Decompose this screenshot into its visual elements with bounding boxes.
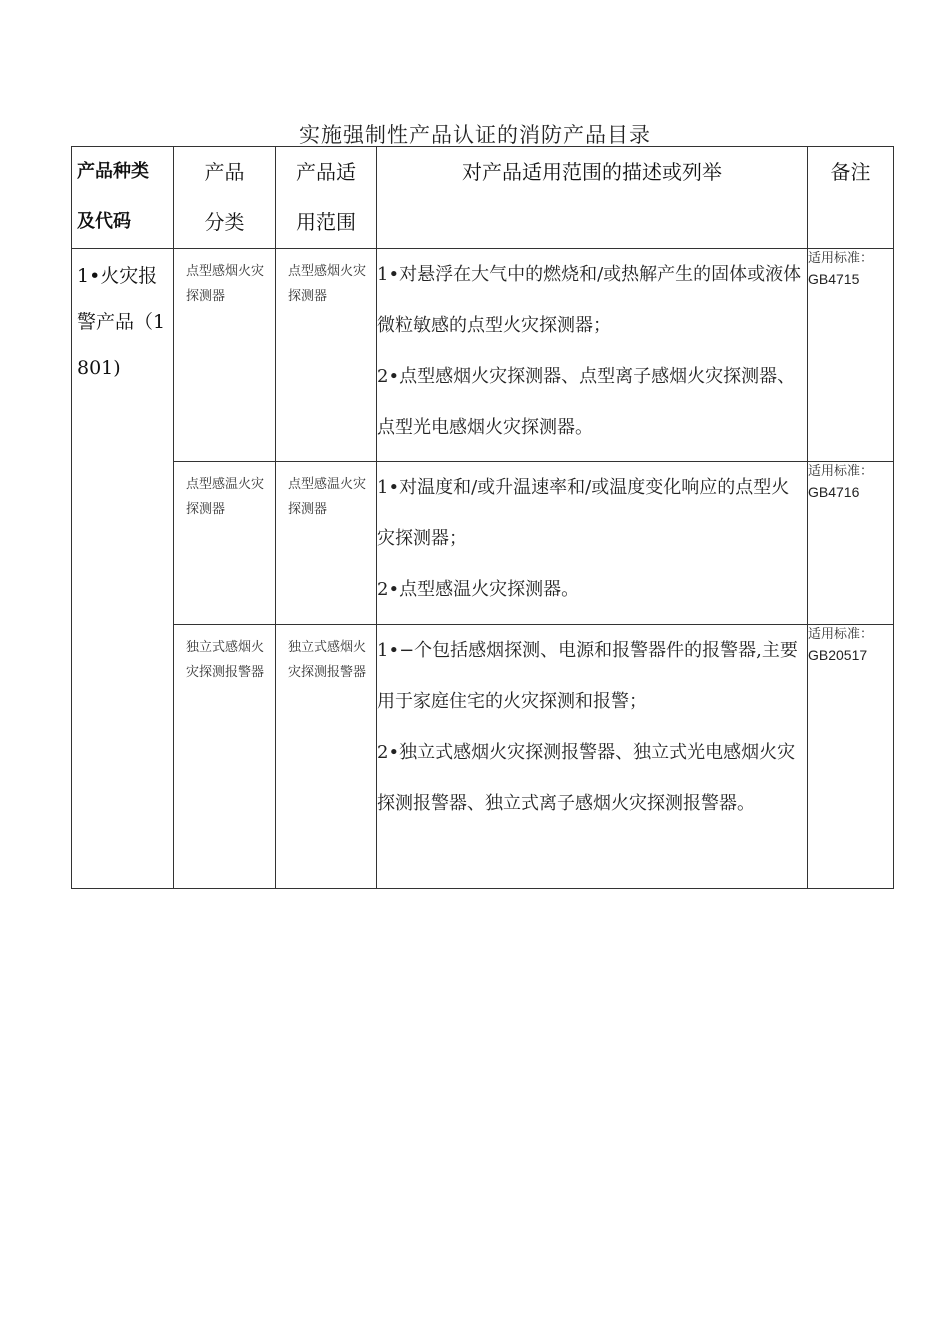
scope-cell <box>276 625 377 889</box>
header-description <box>377 147 808 249</box>
note-label: 适用标准： <box>808 464 874 479</box>
classification-cell <box>174 625 276 889</box>
description-item-2: 2•点型感烟火灾探测器、点型离子感烟火灾探测器、点型光电感烟火灾探测器。 <box>377 366 796 438</box>
description-item-2: 2•点型感温火灾探测器。 <box>377 579 580 600</box>
note-standard-code: GB4715 <box>808 271 860 287</box>
header-category <box>72 147 174 249</box>
header-note-label: 备注 <box>830 160 871 184</box>
classification-text: 独立式感烟火灾探测报警器 <box>186 640 265 680</box>
header-scope-label: 产品适 用范围 <box>296 160 356 234</box>
product-catalog-table <box>71 146 894 889</box>
note-cell <box>808 462 894 625</box>
scope-text: 点型感烟火灾探测器 <box>288 264 367 304</box>
note-cell <box>808 249 894 462</box>
scope-cell <box>276 249 377 462</box>
header-classification <box>174 147 276 249</box>
header-category-label: 产品种类 及代码 <box>77 161 149 232</box>
header-note <box>808 147 894 249</box>
description-item-2: 2•独立式感烟火灾探测报警器、独立式光电感烟火灾探测报警器、独立式离子感烟火灾探测报警器。 <box>377 742 796 814</box>
header-classification-label: 产品 分类 <box>204 160 245 234</box>
category-text: 1•火灾报 警产品（1 801) <box>77 265 166 379</box>
description-item-1: 1•对温度和/或升温速率和/或温度变化响应的点型火灾探测器； <box>377 477 790 549</box>
note-standard-code: GB20517 <box>808 647 868 663</box>
document-title: 实施强制性产品认证的消防产品目录 <box>299 123 651 147</box>
table-row <box>72 462 894 625</box>
scope-cell <box>276 462 377 625</box>
description-item-1: 1•−个包括感烟探测、电源和报警器件的报警器,主要用于家庭住宅的火灾探测和报警； <box>377 640 798 712</box>
description-item-1: 1•对悬浮在大气中的燃烧和/或热解产生的固体或液体微粒敏感的点型火灾探测器； <box>377 264 802 336</box>
header-row <box>72 147 894 249</box>
note-cell <box>808 625 894 889</box>
scope-text: 点型感温火灾探测器 <box>288 477 367 517</box>
scope-text: 独立式感烟火灾探测报警器 <box>288 640 367 680</box>
classification-text: 点型感烟火灾探测器 <box>186 264 265 304</box>
note-standard-code: GB4716 <box>808 484 860 500</box>
table-row <box>72 625 894 889</box>
table-row <box>72 249 894 462</box>
classification-cell <box>174 462 276 625</box>
category-cell <box>72 249 174 889</box>
description-cell <box>377 462 808 625</box>
header-description-label: 对产品适用范围的描述或列举 <box>462 160 722 184</box>
description-cell <box>377 249 808 462</box>
classification-cell <box>174 249 276 462</box>
description-cell <box>377 625 808 889</box>
note-label: 适用标准： <box>808 251 874 266</box>
header-scope <box>276 147 377 249</box>
note-label: 适用标准： <box>808 627 874 642</box>
classification-text: 点型感温火灾探测器 <box>186 477 265 517</box>
